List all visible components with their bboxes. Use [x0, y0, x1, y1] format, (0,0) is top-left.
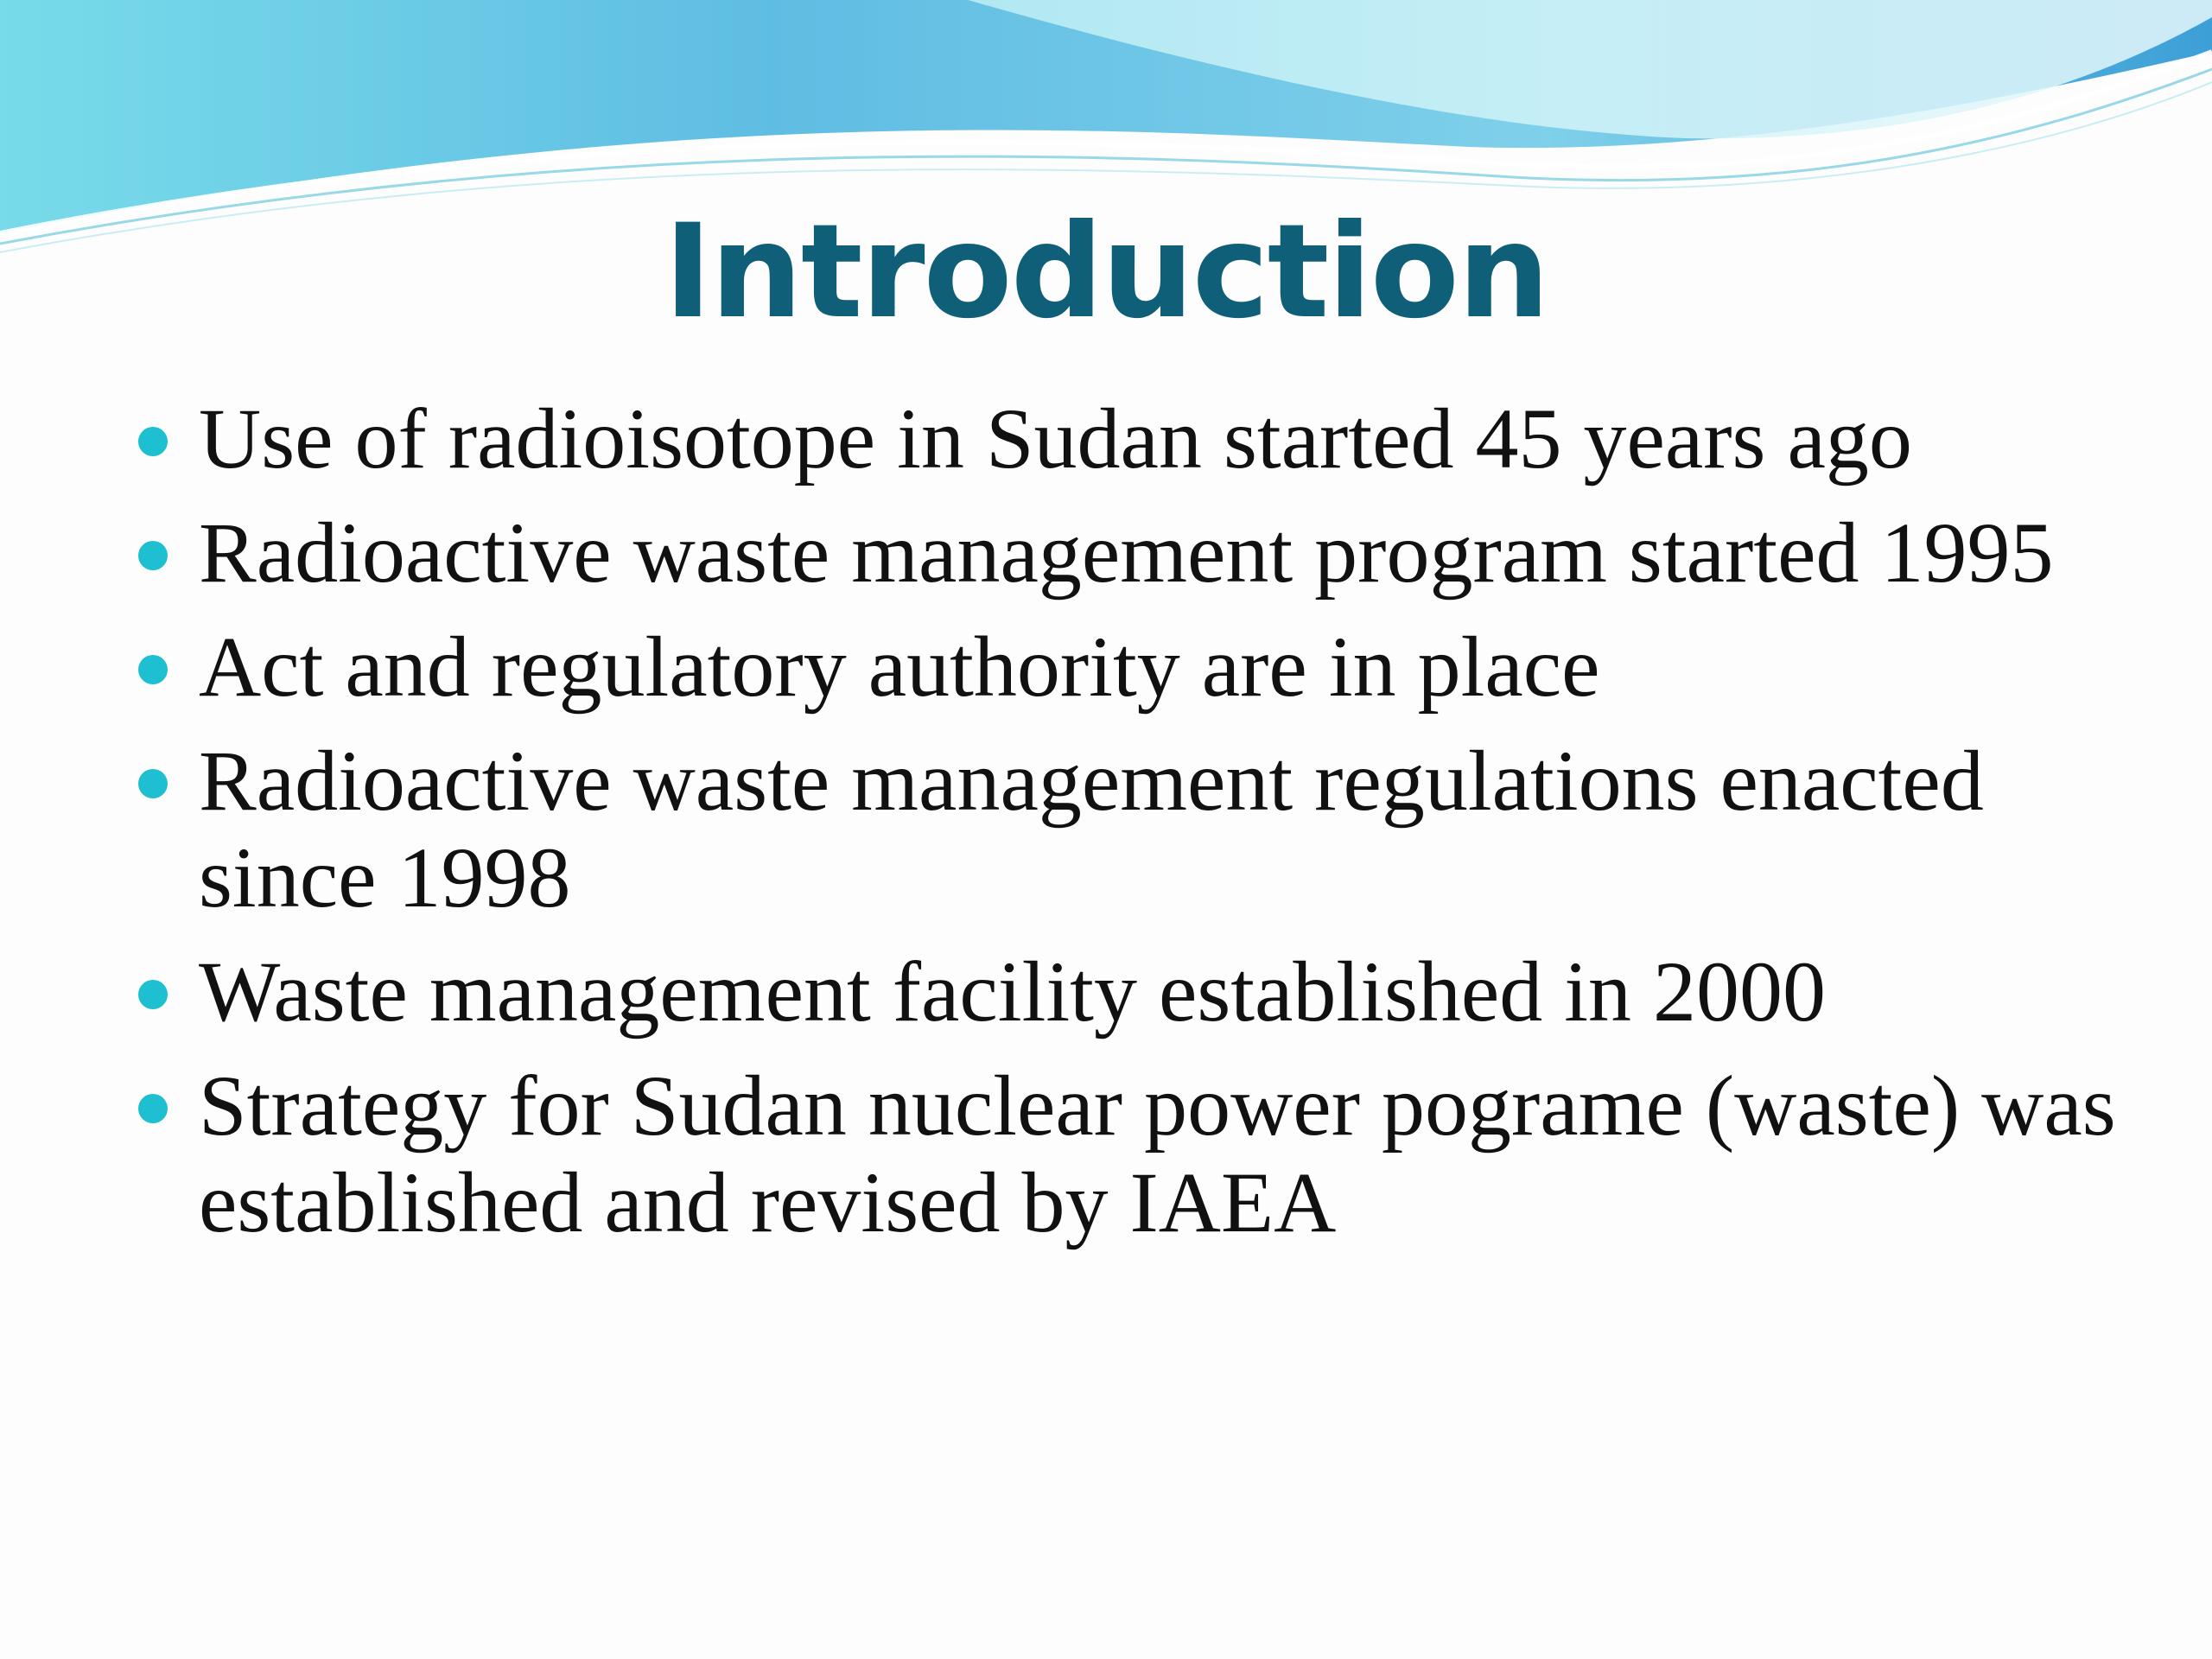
bullet-item — [0, 733, 2212, 926]
bullet-marker-icon — [138, 1094, 168, 1123]
bullet-text: Radioactive waste management program started 1995 — [199, 505, 2054, 601]
bullet-item — [0, 1058, 2212, 1251]
bullet-marker-icon — [138, 427, 168, 456]
bullet-marker-icon — [138, 980, 168, 1009]
bullet-text: Radioactive waste management regulations enacted since 1998 — [199, 733, 1984, 925]
bullet-marker-icon — [138, 655, 168, 684]
bullet-list — [0, 391, 2212, 1268]
bullet-marker-icon — [138, 541, 168, 570]
bullet-item — [0, 619, 2212, 715]
bullet-item — [0, 505, 2212, 601]
bullet-item — [0, 391, 2212, 487]
bullet-text: Use of radioisotope in Sudan started 45 years ago — [199, 391, 1912, 486]
slide-title: Introduction — [664, 197, 1548, 347]
bullet-text: Act and regulatory authority are in place — [199, 619, 1600, 715]
bullet-marker-icon — [138, 769, 168, 798]
bullet-text: Strategy for Sudan nuclear power pograme (waste) was established and revised by IAEA — [199, 1058, 2116, 1250]
bullet-text: Waste management facility established in 2000 — [199, 944, 1827, 1039]
bullet-item — [0, 944, 2212, 1040]
